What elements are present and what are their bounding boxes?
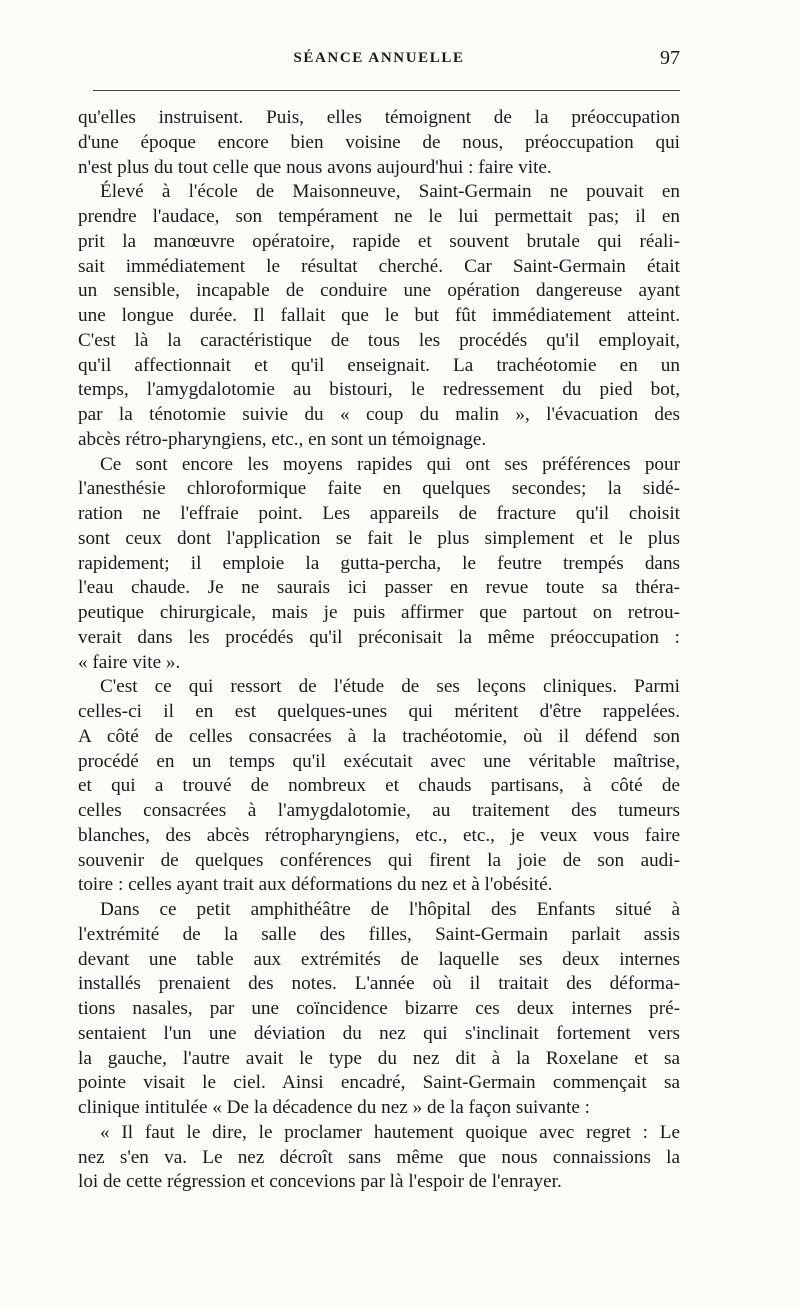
text-line: par la ténotomie suivie du « coup du malin », l'évacuation des	[78, 404, 680, 425]
body-text	[78, 106, 680, 1195]
text-line: sait immédiatement le résultat cherché. Car Saint-Germain était	[78, 255, 680, 277]
text-line: « faire vite ».	[78, 651, 181, 673]
text-line: toire : celles ayant trait aux déformations du nez et à l'obésité.	[78, 874, 553, 896]
text-line: A côté de celles consacrées à la trachéotomie, où il défend son	[78, 725, 680, 747]
text-line: d'une époque encore bien voisine de nous, préoccupation qui	[78, 131, 680, 153]
text-line: l'anesthésie chloroformique faite en quelques secondes; la sidé-	[78, 478, 680, 500]
text-line: C'est là la caractéristique de tous les procédés qu'il employait,	[78, 329, 680, 351]
text-line: verait dans les procédés qu'il préconisait la même préoccupation :	[78, 626, 680, 648]
text-line: qu'il affectionnait et qu'il enseignait. La trachéotomie en un	[78, 354, 680, 376]
text-line: sentaient l'un une déviation du nez qui s'inclinait fortement vers	[78, 1022, 680, 1044]
text-line: une longue durée. Il fallait que le but fût immédiatement atteint.	[78, 305, 680, 326]
running-head-title: SÉANCE ANNUELLE	[293, 50, 465, 66]
text-line: installés prenaient des notes. L'année où il traitait des déforma-	[78, 973, 680, 995]
text-line: loi de cette régression et concevions par là l'espoir de l'enrayer.	[78, 1171, 562, 1193]
text-line: nez s'en va. Le nez décroît sans même que nous connaissions la	[78, 1146, 680, 1168]
text-line: n'est plus du tout celle que nous avons aujourd'hui : faire vite.	[78, 156, 552, 178]
text-line: la gauche, l'autre avait le type du nez dit à la Roxelane et sa	[78, 1047, 680, 1069]
text-line: Dans ce petit amphithéâtre de l'hôpital des Enfants situé à	[100, 899, 680, 920]
running-head	[78, 47, 680, 72]
text-line: un sensible, incapable de conduire une opération dangereuse ayant	[78, 280, 680, 302]
text-line: sont ceux dont l'application se fait le plus simplement et le plus	[78, 527, 680, 549]
header-rule	[93, 90, 680, 91]
text-line: celles consacrées à l'amygdalotomie, au traitement des tumeurs	[78, 800, 680, 821]
text-line: devant une table aux extrémités de laquelle ses deux internes	[78, 948, 680, 970]
text-line: procédé en un temps qu'il exécutait avec une véritable maîtrise,	[78, 750, 680, 772]
text-line: clinique intitulée « De la décadence du nez » de la façon suivante :	[78, 1097, 590, 1118]
page-number: 97	[660, 47, 680, 69]
text-line: « Il faut le dire, le proclamer hautement quoique avec regret : Le	[100, 1121, 680, 1143]
text-line: rapidement; il emploie la gutta-percha, le feutre trempés dans	[78, 552, 680, 574]
text-line: l'eau chaude. Je ne saurais ici passer en revue toute sa théra-	[78, 577, 680, 599]
text-line: Élevé à l'école de Maisonneuve, Saint-Germain ne pouvait en	[100, 181, 680, 203]
text-line: celles-ci il en est quelques-unes qui méritent d'être rappelées.	[78, 701, 680, 722]
text-line: tions nasales, par une coïncidence bizarre ces deux internes pré-	[78, 998, 680, 1019]
text-line: et qui a trouvé de nombreux et chauds partisans, à côté de	[78, 775, 680, 797]
text-line: C'est ce qui ressort de l'étude de ses leçons cliniques. Parmi	[100, 676, 680, 698]
text-line: prit la manœuvre opératoire, rapide et souvent brutale qui réali-	[78, 230, 680, 252]
text-line: Ce sont encore les moyens rapides qui ont ses préférences pour	[100, 453, 680, 475]
text-line: prendre l'audace, son tempérament ne le lui permettait pas; il en	[78, 206, 680, 227]
text-line: temps, l'amygdalotomie au bistouri, le redressement du pied bot,	[78, 379, 680, 401]
text-line: qu'elles instruisent. Puis, elles témoignent de la préoccupation	[78, 107, 680, 128]
text-line: ration ne l'effraie point. Les appareils de fracture qu'il choisit	[78, 503, 680, 524]
text-line: pointe visait le ciel. Ainsi encadré, Saint-Germain commençait sa	[78, 1072, 680, 1094]
text-line: blanches, des abcès rétropharyngiens, etc., etc., je veux vous faire	[78, 824, 680, 846]
text-line: l'extrémité de la salle des filles, Saint-Germain parlait assis	[78, 923, 680, 945]
text-line: peutique chirurgicale, mais je puis affirmer que partout on retrou-	[78, 602, 680, 623]
text-line: souvenir de quelques conférences qui firent la joie de son audi-	[78, 849, 680, 871]
text-line: abcès rétro-pharyngiens, etc., en sont un témoignage.	[78, 428, 487, 450]
